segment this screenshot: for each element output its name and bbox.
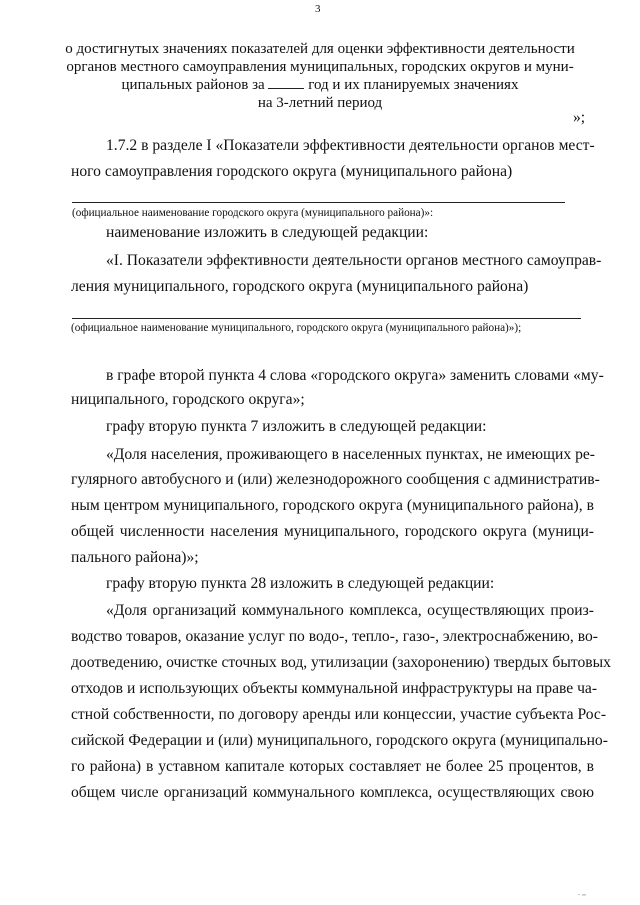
paragraph-line: отходов и использующих объекты коммунальной инфраструктуры на праве ча- (71, 680, 598, 697)
heading-line (0, 76, 640, 94)
paragraph-line: ления муниципального, городского округа (муниципального района) (71, 278, 529, 295)
paragraph-line: «Доля организаций коммунального комплекса, осуществляющих произ- (106, 602, 594, 619)
field-caption: (официальное наименование муниципального, городского округа (муниципального района)»); (71, 322, 522, 334)
paragraph-line: доотведению, очистке сточных вод, утилизации (захоронению) твердых бытовых (71, 654, 611, 671)
paragraph-line: «Доля населения, проживающего в населенных пунктах, не имеющих ре- (106, 446, 595, 463)
paragraph-line: стной собственности, по договору аренды или концессии, участие субъекта Рос- (71, 706, 607, 723)
paragraph-line: ниципального, городского округа»; (71, 391, 305, 408)
paragraph-line: наименование изложить в следующей редакции: (106, 224, 429, 241)
paragraph-line: ным центром муниципального, городского округа (муниципального района), в (71, 497, 594, 514)
heading-line: органов местного самоуправления муниципальных, городских округов и муни- (66, 59, 574, 75)
paragraph-line: водство товаров, оказание услуг по водо-, тепло-, газо-, электроснабжению, во- (71, 628, 598, 645)
heading-line: о достигнутых значениях показателей для оценки эффективности деятельности (65, 41, 575, 57)
paragraph-line: графу вторую пункта 7 изложить в следующей редакции: (106, 418, 487, 435)
paragraph-line: «I. Показатели эффективности деятельности органов местного самоуправ- (106, 252, 602, 269)
closing-quote: »; (573, 109, 586, 126)
paragraph-line: ного самоуправления городского округа (муниципального района) (71, 163, 513, 180)
heading-line: на 3-летний период (257, 95, 383, 111)
paragraph-line: сийской Федерации и (или) муниципального, городского округа (муниципально- (71, 732, 608, 749)
paragraph-line: 1.7.2 в разделе I «Показатели эффективности деятельности органов мест- (106, 137, 595, 154)
underline-field (72, 318, 581, 319)
heading-text: год и их планируемых значениях (308, 77, 519, 93)
paragraph-line: пального района)»; (71, 549, 199, 566)
heading-text: ципальных районов за (121, 77, 265, 93)
corner-mark: . ,, (578, 888, 586, 897)
underline-field (72, 202, 565, 203)
paragraph-line: общей численности населения муниципального, городского округа (муници- (71, 523, 594, 540)
year-blank (268, 76, 304, 89)
paragraph-line: графу вторую пункта 28 изложить в следующей редакции: (106, 575, 495, 592)
paragraph-line: в графе второй пункта 4 слова «городского округа» заменить словами «му- (106, 367, 604, 384)
field-caption: (официальное наименование городского округа (муниципального района)»: (72, 207, 434, 219)
paragraph-line: го района) в уставном капитале которых составляет не более 25 процентов, в (71, 758, 594, 775)
paragraph-line: общем числе организаций коммунального комплекса, осуществляющих свою (71, 784, 594, 801)
paragraph-line: гулярного автобусного и (или) железнодорожного сообщения с административ- (71, 471, 600, 488)
page-number: 3 (315, 3, 321, 15)
